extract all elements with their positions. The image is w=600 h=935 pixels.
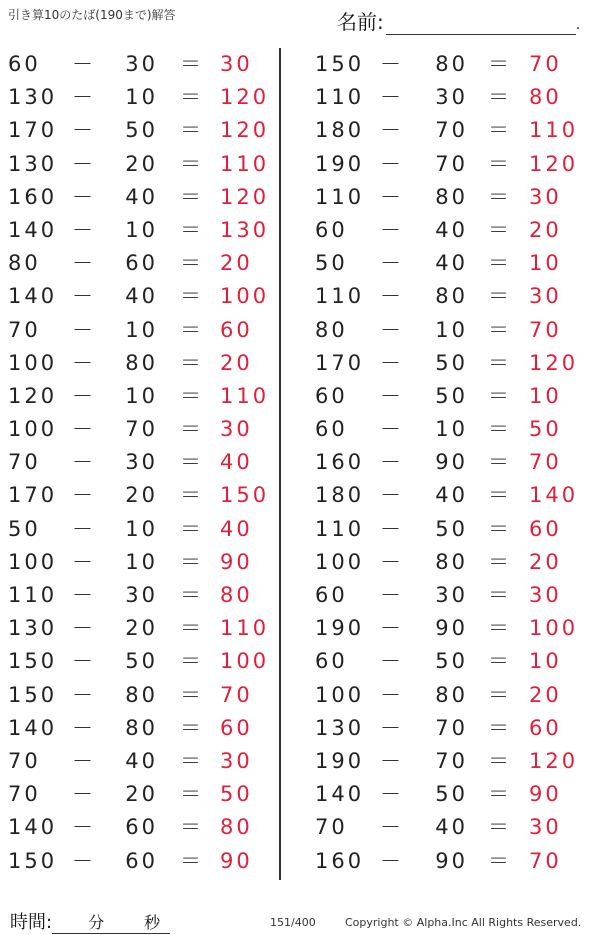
- minus-sign: －: [72, 583, 96, 607]
- minuend: 100: [8, 350, 58, 375]
- minus-sign: －: [72, 450, 96, 475]
- minuend: 100: [315, 682, 365, 707]
- equals-sign: ＝: [180, 217, 204, 242]
- minuend: 180: [315, 118, 365, 143]
- subtrahend: 90: [435, 848, 468, 873]
- answer: 60: [220, 715, 253, 740]
- minuend: 70: [8, 317, 41, 342]
- minuend: 130: [315, 715, 365, 740]
- minuend: 110: [315, 85, 365, 110]
- answer: 30: [529, 284, 562, 309]
- minuend: 110: [8, 583, 58, 607]
- answer: 130: [220, 217, 270, 242]
- name-dot: .: [575, 17, 581, 33]
- minus-sign: －: [72, 184, 96, 209]
- answer: 120: [529, 151, 579, 176]
- minuend: 150: [8, 682, 58, 707]
- equals-sign: ＝: [180, 85, 204, 110]
- minuend: 140: [8, 815, 58, 840]
- subtrahend: 90: [435, 450, 468, 475]
- equals-sign: ＝: [488, 583, 512, 607]
- minus-sign: －: [380, 848, 404, 873]
- equals-sign: ＝: [180, 616, 204, 641]
- subtrahend: 40: [125, 284, 158, 309]
- minus-sign: －: [380, 284, 404, 309]
- minuend: 100: [8, 549, 58, 574]
- equals-sign: ＝: [180, 151, 204, 176]
- equals-sign: ＝: [180, 417, 204, 442]
- equals-sign: ＝: [488, 251, 512, 276]
- minuend: 170: [8, 118, 58, 143]
- minuend: 150: [8, 848, 58, 873]
- equals-sign: ＝: [488, 350, 512, 375]
- minuend: 130: [8, 616, 58, 641]
- equals-sign: ＝: [488, 317, 512, 342]
- answer: 80: [220, 815, 253, 840]
- minus-sign: －: [380, 450, 404, 475]
- equals-sign: ＝: [488, 815, 512, 840]
- subtrahend: 50: [435, 782, 468, 807]
- answer: 150: [220, 483, 270, 508]
- time-field: [10, 908, 170, 934]
- subtrahend: 80: [435, 284, 468, 309]
- page-number: 151/400: [270, 916, 316, 929]
- minus-sign: －: [72, 848, 96, 873]
- subtrahend: 10: [125, 217, 158, 242]
- minus-sign: －: [72, 151, 96, 176]
- subtrahend: 30: [125, 450, 158, 475]
- minuend: 170: [315, 350, 365, 375]
- answer: 30: [220, 417, 253, 442]
- answer: 10: [529, 649, 562, 674]
- equals-sign: ＝: [180, 350, 204, 375]
- minus-sign: －: [380, 516, 404, 541]
- minus-sign: －: [380, 549, 404, 574]
- answer: 80: [220, 583, 253, 607]
- name-blank-line: [386, 14, 576, 35]
- subtrahend: 10: [125, 85, 158, 110]
- equals-sign: ＝: [488, 450, 512, 475]
- subtrahend: 70: [435, 151, 468, 176]
- equals-sign: ＝: [488, 616, 512, 641]
- subtrahend: 50: [435, 383, 468, 408]
- subtrahend: 70: [435, 748, 468, 773]
- equals-sign: ＝: [488, 649, 512, 674]
- minuend: 80: [315, 317, 348, 342]
- answer: 50: [220, 782, 253, 807]
- minuend: 70: [8, 450, 41, 475]
- equals-sign: ＝: [488, 184, 512, 209]
- answer: 120: [529, 350, 579, 375]
- minuend: 110: [315, 516, 365, 541]
- minus-sign: －: [72, 118, 96, 143]
- equals-sign: ＝: [180, 782, 204, 807]
- subtrahend: 40: [125, 748, 158, 773]
- answer: 60: [529, 516, 562, 541]
- answer: 110: [220, 151, 270, 176]
- equals-sign: ＝: [488, 151, 512, 176]
- minuend: 60: [8, 52, 41, 76]
- minus-sign: －: [380, 52, 404, 76]
- seconds-label: 秒: [144, 913, 161, 932]
- equals-sign: ＝: [488, 682, 512, 707]
- column-divider: [279, 48, 281, 880]
- equals-sign: ＝: [180, 118, 204, 143]
- minuend: 120: [8, 383, 58, 408]
- equals-sign: ＝: [180, 317, 204, 342]
- minus-sign: －: [72, 549, 96, 574]
- minus-sign: －: [380, 715, 404, 740]
- answer: 90: [220, 848, 253, 873]
- answer: 30: [529, 184, 562, 209]
- answer: 10: [529, 251, 562, 276]
- answer: 50: [529, 417, 562, 442]
- minus-sign: －: [380, 649, 404, 674]
- minus-sign: －: [380, 483, 404, 508]
- minus-sign: －: [72, 85, 96, 110]
- minuend: 80: [8, 251, 41, 276]
- answer: 140: [529, 483, 579, 508]
- minuend: 140: [8, 715, 58, 740]
- subtrahend: 30: [125, 583, 158, 607]
- equals-sign: ＝: [180, 184, 204, 209]
- subtrahend: 40: [435, 251, 468, 276]
- subtrahend: 10: [125, 549, 158, 574]
- minutes-label: 分: [88, 913, 105, 932]
- minus-sign: －: [380, 748, 404, 773]
- subtrahend: 10: [435, 417, 468, 442]
- equals-sign: ＝: [488, 417, 512, 442]
- minuend: 180: [315, 483, 365, 508]
- equals-sign: ＝: [180, 815, 204, 840]
- subtrahend: 20: [125, 151, 158, 176]
- minuend: 150: [8, 649, 58, 674]
- equals-sign: ＝: [180, 383, 204, 408]
- minuend: 130: [8, 85, 58, 110]
- minus-sign: －: [72, 815, 96, 840]
- answer: 110: [220, 616, 270, 641]
- subtrahend: 60: [125, 251, 158, 276]
- minus-sign: －: [72, 616, 96, 641]
- minuend: 110: [315, 184, 365, 209]
- answer: 60: [220, 317, 253, 342]
- answer: 10: [529, 383, 562, 408]
- equals-sign: ＝: [488, 383, 512, 408]
- minus-sign: －: [72, 649, 96, 674]
- equals-sign: ＝: [180, 483, 204, 508]
- minus-sign: －: [380, 317, 404, 342]
- equals-sign: ＝: [488, 284, 512, 309]
- subtrahend: 50: [435, 350, 468, 375]
- minus-sign: －: [72, 417, 96, 442]
- minus-sign: －: [72, 483, 96, 508]
- minus-sign: －: [380, 217, 404, 242]
- subtrahend: 80: [435, 52, 468, 76]
- answer: 20: [529, 549, 562, 574]
- minuend: 190: [315, 748, 365, 773]
- answer: 40: [220, 516, 253, 541]
- equals-sign: ＝: [488, 748, 512, 773]
- equals-sign: ＝: [488, 782, 512, 807]
- minuend: 140: [8, 284, 58, 309]
- minus-sign: －: [72, 715, 96, 740]
- answer: 80: [529, 85, 562, 110]
- answer: 70: [529, 848, 562, 873]
- minus-sign: －: [380, 85, 404, 110]
- answer: 30: [529, 815, 562, 840]
- subtrahend: 70: [125, 417, 158, 442]
- answer: 30: [220, 748, 253, 773]
- equals-sign: ＝: [488, 52, 512, 76]
- minus-sign: －: [380, 682, 404, 707]
- minuend: 60: [315, 583, 348, 607]
- minus-sign: －: [72, 383, 96, 408]
- minus-sign: －: [380, 251, 404, 276]
- equals-sign: ＝: [488, 118, 512, 143]
- answer: 100: [529, 616, 579, 641]
- equals-sign: ＝: [180, 516, 204, 541]
- minuend: 170: [8, 483, 58, 508]
- subtrahend: 10: [125, 516, 158, 541]
- subtrahend: 10: [125, 317, 158, 342]
- minus-sign: －: [72, 682, 96, 707]
- subtrahend: 10: [435, 317, 468, 342]
- subtrahend: 20: [125, 616, 158, 641]
- equals-sign: ＝: [180, 649, 204, 674]
- subtrahend: 50: [125, 118, 158, 143]
- equals-sign: ＝: [488, 217, 512, 242]
- minuend: 150: [315, 52, 365, 76]
- minus-sign: －: [72, 350, 96, 375]
- answer: 30: [529, 583, 562, 607]
- subtrahend: 80: [435, 549, 468, 574]
- subtrahend: 40: [435, 815, 468, 840]
- minus-sign: －: [72, 748, 96, 773]
- answer: 110: [529, 118, 579, 143]
- answer: 30: [220, 52, 253, 76]
- answer: 120: [220, 184, 270, 209]
- subtrahend: 70: [435, 118, 468, 143]
- equals-sign: ＝: [180, 450, 204, 475]
- equals-sign: ＝: [180, 682, 204, 707]
- equals-sign: ＝: [180, 52, 204, 76]
- name-field: [337, 6, 580, 35]
- subtrahend: 30: [125, 52, 158, 76]
- answer: 100: [220, 284, 270, 309]
- equals-sign: ＝: [180, 284, 204, 309]
- answer: 120: [529, 748, 579, 773]
- minus-sign: －: [380, 350, 404, 375]
- subtrahend: 80: [435, 184, 468, 209]
- minuend: 70: [8, 782, 41, 807]
- subtrahend: 30: [435, 85, 468, 110]
- minus-sign: －: [72, 317, 96, 342]
- answer: 100: [220, 649, 270, 674]
- subtrahend: 50: [125, 649, 158, 674]
- answer: 110: [220, 383, 270, 408]
- minus-sign: －: [380, 184, 404, 209]
- answer: 40: [220, 450, 253, 475]
- minus-sign: －: [380, 383, 404, 408]
- minuend: 110: [315, 284, 365, 309]
- subtrahend: 20: [125, 782, 158, 807]
- equals-sign: ＝: [488, 516, 512, 541]
- subtrahend: 40: [125, 184, 158, 209]
- minuend: 70: [315, 815, 348, 840]
- answer: 120: [220, 85, 270, 110]
- subtrahend: 90: [435, 616, 468, 641]
- minus-sign: －: [380, 417, 404, 442]
- subtrahend: 40: [435, 217, 468, 242]
- subtrahend: 80: [125, 682, 158, 707]
- minus-sign: －: [72, 516, 96, 541]
- minus-sign: －: [72, 251, 96, 276]
- answer: 70: [529, 317, 562, 342]
- minuend: 60: [315, 649, 348, 674]
- minuend: 190: [315, 151, 365, 176]
- subtrahend: 40: [435, 483, 468, 508]
- equals-sign: ＝: [180, 251, 204, 276]
- minus-sign: －: [380, 815, 404, 840]
- minuend: 50: [8, 516, 41, 541]
- minus-sign: －: [380, 118, 404, 143]
- equals-sign: ＝: [488, 715, 512, 740]
- equals-sign: ＝: [180, 583, 204, 607]
- answer: 120: [220, 118, 270, 143]
- subtrahend: 80: [125, 715, 158, 740]
- equals-sign: ＝: [488, 549, 512, 574]
- minuend: 130: [8, 151, 58, 176]
- minus-sign: －: [72, 782, 96, 807]
- equals-sign: ＝: [180, 848, 204, 873]
- subtrahend: 50: [435, 649, 468, 674]
- equals-sign: ＝: [180, 715, 204, 740]
- subtrahend: 60: [125, 815, 158, 840]
- equals-sign: ＝: [180, 549, 204, 574]
- time-blank-line: [52, 913, 170, 934]
- minuend: 100: [315, 549, 365, 574]
- minuend: 60: [315, 383, 348, 408]
- minus-sign: －: [380, 782, 404, 807]
- minuend: 160: [8, 184, 58, 209]
- subtrahend: 80: [435, 682, 468, 707]
- subtrahend: 80: [125, 350, 158, 375]
- answer: 60: [529, 715, 562, 740]
- minus-sign: －: [380, 616, 404, 641]
- minuend: 60: [315, 217, 348, 242]
- minus-sign: －: [72, 52, 96, 76]
- minuend: 70: [8, 748, 41, 773]
- answer: 70: [529, 450, 562, 475]
- equals-sign: ＝: [180, 748, 204, 773]
- answer: 70: [529, 52, 562, 76]
- minuend: 190: [315, 616, 365, 641]
- minuend: 100: [8, 417, 58, 442]
- answer: 20: [529, 682, 562, 707]
- answer: 20: [220, 251, 253, 276]
- minuend: 50: [315, 251, 348, 276]
- minus-sign: －: [380, 151, 404, 176]
- subtrahend: 70: [435, 715, 468, 740]
- equals-sign: ＝: [488, 848, 512, 873]
- worksheet-title: 引き算10のたば(190まで)解答: [8, 8, 176, 22]
- subtrahend: 60: [125, 848, 158, 873]
- minuend: 140: [8, 217, 58, 242]
- equals-sign: ＝: [488, 483, 512, 508]
- equals-sign: ＝: [488, 85, 512, 110]
- minus-sign: －: [72, 284, 96, 309]
- answer: 20: [220, 350, 253, 375]
- minuend: 140: [315, 782, 365, 807]
- answer: 70: [220, 682, 253, 707]
- minus-sign: －: [380, 583, 404, 607]
- answer: 90: [529, 782, 562, 807]
- answer: 90: [220, 549, 253, 574]
- minus-sign: －: [72, 217, 96, 242]
- name-label: 名前:: [337, 10, 384, 34]
- subtrahend: 10: [125, 383, 158, 408]
- subtrahend: 50: [435, 516, 468, 541]
- time-label: 時間:: [10, 912, 53, 933]
- subtrahend: 20: [125, 483, 158, 508]
- minuend: 160: [315, 848, 365, 873]
- copyright-text: Copyright © Alpha.Inc All Rights Reserved.: [345, 916, 582, 929]
- minuend: 160: [315, 450, 365, 475]
- subtrahend: 30: [435, 583, 468, 607]
- answer: 20: [529, 217, 562, 242]
- minuend: 60: [315, 417, 348, 442]
